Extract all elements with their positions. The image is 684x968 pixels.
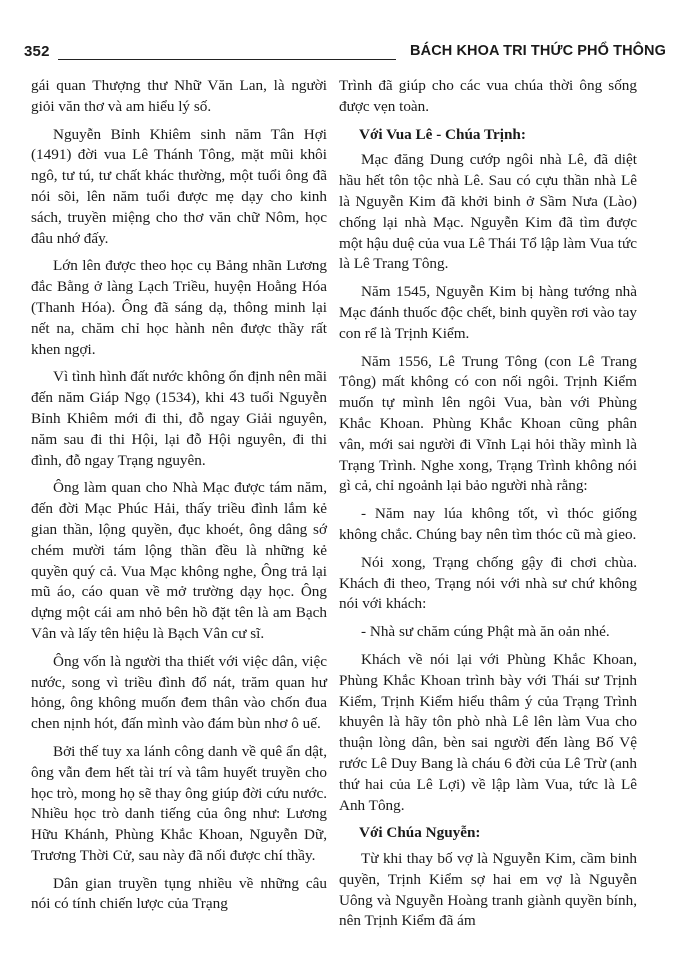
paragraph: Dân gian truyền tụng nhiều về những câu nói có tính chiến lược của Trạng bbox=[31, 874, 327, 913]
right-column bbox=[339, 76, 637, 939]
header-rule bbox=[58, 59, 396, 60]
paragraph: Nói xong, Trạng chống gậy đi chơi chùa. Khách đi theo, Trạng nói với nhà sư chứ không nói với khách: bbox=[339, 553, 637, 613]
paragraph: Năm 1545, Nguyễn Kim bị hàng tướng nhà Mạc đánh thuốc độc chết, binh quyền rơi vào tay con rể là Trịnh Kiểm. bbox=[339, 283, 637, 342]
paragraph: Khách về nói lại với Phùng Khắc Khoan, Phùng Khắc Khoan trình bày với Thái sư Trịnh Kiểm, Trịnh Kiểm hiểu thâm ý của Trạng Trình khuyên là hãy tôn phò nhà Lê lên làm Vua cho thuận lòng dân, bèn sai người đến làng Bố Vệ rước Lê Duy Bang là cháu 6 đời của Lê Trừ (anh thứ hai của Lê Lợi) về lập làm Vua, tức là Lê Anh Tông. bbox=[339, 650, 637, 814]
paragraph: Vì tình hình đất nước không ổn định nên mãi đến năm Giáp Ngọ (1534), khi 43 tuổi Nguyễn Bỉnh Khiêm mới đi thi, đỗ ngay Giải nguyên, năm sau đi thi Hội, lại đỗ Hội nguyên, đi thi đình, đỗ ngay Trạng nguyên. bbox=[31, 368, 327, 469]
paragraph: gái quan Thượng thư Nhữ Văn Lan, là người giỏi văn thơ và am hiểu lý số. bbox=[31, 77, 327, 115]
paragraph: Năm 1556, Lê Trung Tông (con Lê Trang Tông) mất không có con nối ngôi. Trịnh Kiểm muốn tự mình lên ngôi Vua, bàn với Phùng Khắc Khoan. Phùng Khắc Khoan cũng phân vân, mới sai người đi Vĩnh Lại hỏi thầy mình là Trạng Trình. Nghe xong, Trạng Trình không nói gì cả, chỉ ngoảnh lại bảo người nhà rằng: bbox=[339, 352, 637, 495]
paragraph: Lớn lên được theo học cụ Bảng nhãn Lương đắc Bằng ở làng Lạch Triều, huyện Hoằng Hóa (Thanh Hóa). Ông đã sáng dạ, thông minh lại nết na, chăm chỉ học hành nên được thầy rất khen ngợi. bbox=[31, 257, 327, 358]
paragraph: Từ khi thay bố vợ là Nguyễn Kim, cầm binh quyền, Trịnh Kiểm sợ hai em vợ là Nguyễn Uông và Nguyễn Hoàng tranh giành quyền bính, nên Trịnh Kiểm đã ám bbox=[339, 850, 637, 930]
page-number: 352 bbox=[24, 43, 50, 60]
paragraph: Trình đã giúp cho các vua chúa thời ông sống được vẹn toàn. bbox=[339, 77, 637, 115]
section-heading: Với Chúa Nguyễn: bbox=[359, 824, 481, 842]
quote: - Năm nay lúa không tốt, vì thóc giống không chắc. Chúng bay nên tìm thóc cũ mà gieo. bbox=[339, 505, 637, 543]
running-title: BÁCH KHOA TRI THỨC PHỔ THÔNG bbox=[410, 43, 666, 59]
quote: - Nhà sư chăm cúng Phật mà ăn oản nhé. bbox=[361, 623, 610, 641]
section-heading: Với Vua Lê - Chúa Trịnh: bbox=[359, 125, 526, 143]
paragraph: Mạc đăng Dung cướp ngôi nhà Lê, đã diệt hầu hết tôn tộc nhà Lê. Sau có cựu thần nhà Lê là Nguyễn Kim đã khởi binh ở Sầm Nưa (Lào) chống lại nhà Mạc. Nguyễn Kim đã tìm được một hậu duệ của vua Lê Thái Tổ lập làm Vua tức là Lê Trang Tông. bbox=[339, 151, 637, 273]
left-column bbox=[31, 76, 327, 922]
paragraph: Ông làm quan cho Nhà Mạc được tám năm, đến đời Mạc Phúc Hải, thấy triều đình lắm kẻ gian thần, lộng quyền, đục khoét, ông dâng sớ chém mười tám lộng thần đều là những kẻ quyền quý cả. Vua Mạc không nghe, Ông trả lại mũ áo, cáo quan về mở trường dạy học. Ông dựng một cái am nhỏ bên hồ đặt tên là am Bạch Vân và lấy tên hiệu là Bạch Vân cư sĩ. bbox=[31, 479, 327, 642]
page-header bbox=[24, 38, 666, 64]
paragraph: Nguyễn Bỉnh Khiêm sinh năm Tân Hợi (1491) đời vua Lê Thánh Tông, mặt mũi khôi ngô, tư tú, tư chất khác thường, một tuổi ông đã nói sõi, lên năm tuổi được mẹ dạy cho kinh sách, truyền miệng cho thơ văn chữ Nôm, học đâu nhớ đấy. bbox=[31, 125, 327, 247]
paragraph: Bởi thế tuy xa lánh công danh về quê ẩn dật, ông vẫn đem hết tài trí và tâm huyết truyền cho học trò, mong họ sẽ thay ông giúp đời cứu nước. Nhiều học trò danh tiếng của ông như: Lương Hữu Khánh, Phùng Khắc Khoan, Nguyễn Dữ, Trương Thời Cử, sau này đã nối được chí thầy. bbox=[31, 742, 327, 864]
paragraph: Ông vốn là người tha thiết với việc dân, việc nước, song vì triều đình đổ nát, trăm quan hư hỏng, ông không muốn đem thân vào chốn đua chen nịnh hót, đấn mình vào đám bùn nhơ ô uế. bbox=[31, 652, 327, 733]
